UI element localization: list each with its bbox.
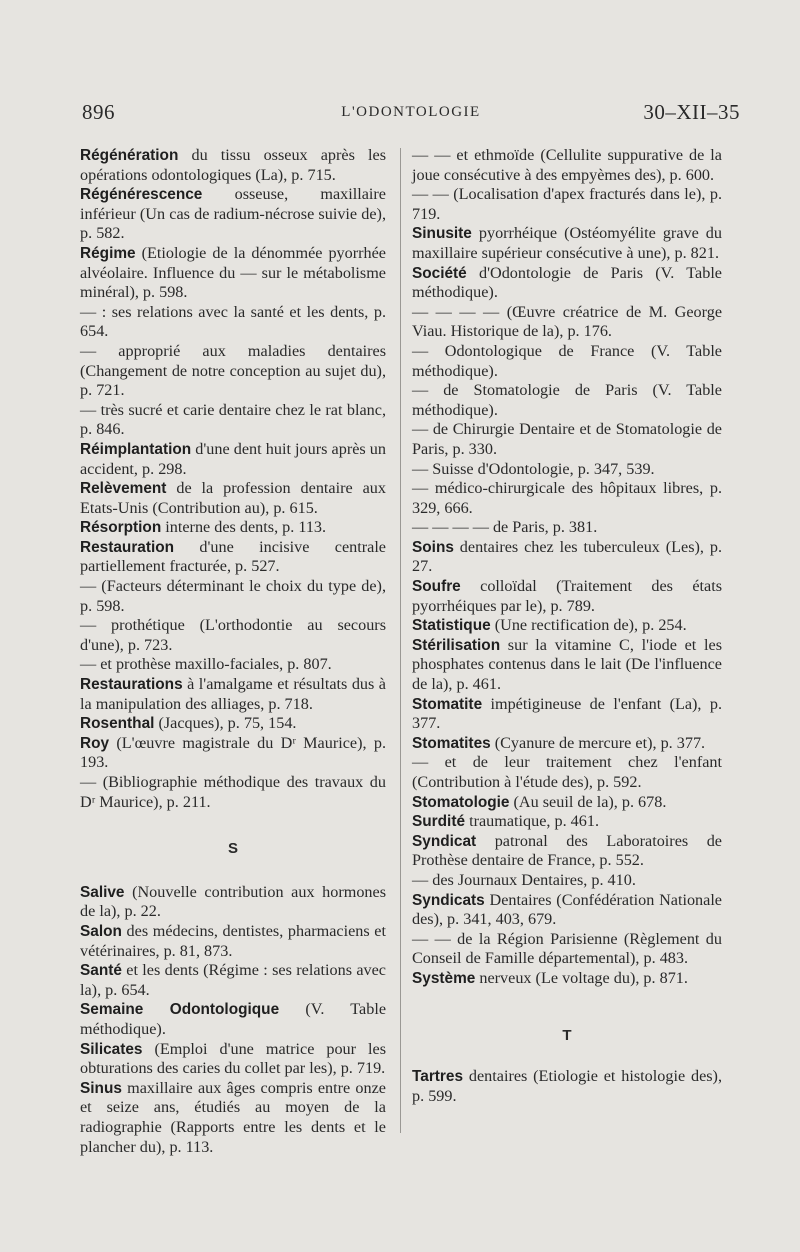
index-entry (412, 185, 722, 224)
entry-text: — (Bibliographie méthodique des travaux du Dʳ Maurice), p. 211. (80, 773, 386, 811)
index-entry (80, 714, 386, 734)
entry-text: maxillaire aux âges compris entre onze et seize ans, étudiés au moyen de la radiographie (Rapports entre les dents et le plancher du), p. 113. (80, 1078, 386, 1156)
index-entry (412, 753, 722, 792)
index-entry (412, 342, 722, 381)
index-entry (412, 224, 722, 263)
entry-text: pyorrhéique (Ostéomyélite grave du maxillaire supérieur consécutive à une), p. 821. (412, 224, 722, 262)
entry-keyword: Régime (80, 244, 136, 262)
entry-text: à l'amalgame et résultats dus à la manipulation des alliages, p. 718. (80, 675, 386, 713)
left-column (80, 146, 386, 1157)
entry-keyword: Stomatologie (412, 793, 510, 811)
page-number: 896 (82, 100, 115, 124)
entry-text: Dentaires (Confédération Nationale des), p. 341, 403, 679. (412, 890, 722, 929)
entry-keyword: Restauration (80, 538, 175, 556)
entry-text: de la profession dentaire aux Etats-Unis (Contribution au), p. 615. (80, 479, 386, 517)
entry-text: — très sucré et carie dentaire chez le rat blanc, p. 846. (80, 400, 386, 439)
entry-text: (Cyanure de mercure et), p. 377. (490, 733, 706, 752)
entry-keyword: Restaurations (80, 676, 183, 694)
entry-keyword: Soufre (412, 578, 461, 596)
entry-keyword: Système (412, 969, 476, 987)
entry-keyword: Soins (412, 538, 454, 556)
entry-keyword: Santé (80, 962, 122, 980)
index-entry (412, 538, 722, 577)
entry-text: — Odontologique de France (V. Table méthodique). (412, 341, 722, 380)
index-entry (80, 518, 386, 538)
index-entry (80, 577, 386, 616)
index-entry (412, 734, 722, 754)
index-entry (412, 891, 722, 930)
entry-text: dentaires (Etiologie et histologie des), p. 599. (412, 1067, 722, 1105)
entry-text: d'une incisive centrale partiellement fracturée, p. 527. (80, 537, 386, 576)
index-entry (412, 832, 722, 871)
index-entry (412, 812, 722, 832)
section-letter-t: T (562, 1026, 572, 1044)
index-entry (412, 479, 722, 518)
entry-text: (Nouvelle contribution aux hormones de la), p. 22. (80, 882, 386, 921)
entry-keyword: Stomatite (412, 695, 483, 713)
journal-title: L'ODONTOLOGIE (341, 104, 481, 120)
index-entry (80, 961, 386, 1000)
index-entry (412, 793, 722, 813)
entry-keyword: Relèvement (80, 480, 167, 498)
entry-text: et les dents (Régime : ses relations avec la), p. 654. (80, 961, 386, 999)
index-entry (80, 146, 386, 185)
entry-keyword: Résorption (80, 519, 162, 537)
entry-text: d'une dent huit jours après un accident, p. 298. (80, 439, 386, 478)
index-entry (412, 636, 722, 695)
index-entry (80, 303, 386, 342)
entry-text: (Une rectification de), p. 254. (490, 616, 687, 635)
index-entry (412, 969, 722, 989)
index-entry (412, 871, 722, 891)
entry-text: (Emploi d'une matrice pour les obturations des caries du collet par les), p. 719. (80, 1039, 386, 1078)
entry-text: — et prothèse maxillo-faciales, p. 807. (80, 655, 332, 674)
entry-text: impétigineuse de l'enfant (La), p. 377. (412, 694, 722, 733)
index-list-s-cont (412, 146, 722, 989)
entry-text: du tissu osseux après les opérations odontologiques (La), p. 715. (80, 146, 386, 184)
index-entry (412, 460, 722, 480)
index-entry (80, 883, 386, 922)
entry-keyword: Statistique (412, 617, 491, 635)
index-entry (412, 518, 722, 538)
entry-keyword: Stomatites (412, 734, 491, 752)
entry-text: — de Chirurgie Dentaire et de Stomatologie de Paris, p. 330. (412, 420, 722, 458)
index-entry (412, 381, 722, 420)
entry-text: des médecins, dentistes, pharmaciens et vétérinaires, p. 81, 873. (80, 921, 386, 960)
index-entry (80, 185, 386, 244)
entry-keyword: Salon (80, 922, 122, 940)
section-letter-s: S (227, 840, 238, 858)
entry-text: patronal des Laboratoires de Prothèse dentaire de France, p. 552. (412, 831, 722, 870)
index-entry (412, 1067, 722, 1106)
entry-keyword: Réimplantation (80, 440, 192, 458)
entry-text: (Etiologie de la dénommée pyorrhée alvéolaire. Influence du — sur le métabolisme minéral), p. 598. (80, 243, 386, 302)
entry-keyword: Tartres (412, 1068, 464, 1086)
index-entry (80, 479, 386, 518)
index-list-t (412, 1067, 722, 1106)
entry-text: — et de leur traitement chez l'enfant (Contribution à l'étude des), p. 592. (412, 753, 722, 791)
index-entry (80, 675, 386, 714)
entry-text: — (Facteurs déterminant le choix du type de), p. 598. (80, 577, 386, 615)
index-entry (80, 244, 386, 303)
index-entry (80, 1079, 386, 1157)
index-entry (80, 655, 386, 675)
entry-keyword: Régénération (80, 147, 179, 164)
entry-keyword: Rosenthal (80, 715, 155, 733)
entry-text: — médico-chirurgicale des hôpitaux libres, p. 329, 666. (412, 479, 722, 517)
entry-keyword: Stérilisation (412, 636, 501, 654)
entry-text: — — — — de Paris, p. 381. (412, 518, 598, 537)
entry-keyword: Sinus (80, 1079, 122, 1097)
index-entry (80, 401, 386, 440)
entry-keyword: Silicates (80, 1040, 143, 1058)
index-entry (80, 773, 386, 812)
index-entry (412, 577, 722, 616)
entry-keyword: Salive (80, 883, 125, 901)
entry-text: (L'œuvre magistrale du Dʳ Maurice), p. 193. (80, 733, 386, 772)
index-entry (80, 538, 386, 577)
entry-keyword: Semaine Odontologique (80, 1001, 280, 1019)
entry-keyword: Société (412, 264, 467, 282)
entry-text: (Jacques), p. 75, 154. (154, 714, 297, 733)
entry-keyword: Roy (80, 734, 110, 752)
entry-text: traumatique, p. 461. (465, 812, 599, 831)
index-entry (412, 264, 722, 303)
entry-keyword: Surdité (412, 813, 466, 831)
right-column (412, 146, 722, 1106)
entry-text: — prothétique (L'orthodontie au secours d'une), p. 723. (80, 616, 386, 654)
index-entry (412, 146, 722, 185)
entry-keyword: Syndicats (412, 891, 485, 909)
entry-text: — : ses relations avec la santé et les dents, p. 654. (80, 302, 386, 341)
entry-text: colloïdal (Traitement des états pyorrhéiques par le), p. 789. (412, 577, 722, 615)
entry-text: (Au seuil de la), p. 678. (509, 792, 667, 811)
entry-text: — — de la Région Parisienne (Règlement du Conseil de Famille départemental), p. 483. (412, 929, 722, 968)
index-entry (80, 1000, 386, 1039)
index-list-r (80, 146, 386, 812)
index-entry (80, 734, 386, 773)
entry-text: interne des dents, p. 113. (161, 518, 327, 537)
index-entry (80, 342, 386, 401)
entry-text: — approprié aux maladies dentaires (Changement de notre conception au sujet du), p. 721. (80, 341, 386, 400)
entry-keyword: Syndicat (412, 832, 477, 850)
issue-date: 30–XII–35 (643, 100, 740, 124)
index-entry (80, 440, 386, 479)
entry-text: d'Odontologie de Paris (V. Table méthodique). (412, 263, 722, 302)
index-entry (80, 1040, 386, 1079)
entry-text: — — et ethmoïde (Cellulite suppurative de la joue consécutive à des empyèmes des), p. 600. (412, 146, 722, 184)
index-entry (412, 303, 722, 342)
entry-text: nerveux (Le voltage du), p. 871. (475, 968, 688, 987)
index-entry (412, 695, 722, 734)
entry-text: — de Stomatologie de Paris (V. Table méthodique). (412, 381, 722, 419)
index-entry (80, 922, 386, 961)
entry-keyword: Régénérescence (80, 186, 203, 204)
entry-text: — des Journaux Dentaires, p. 410. (412, 870, 636, 889)
entry-text: osseuse, maxillaire inférieur (Un cas de radium-nécrose suivie de), p. 582. (80, 185, 386, 243)
index-entry (80, 616, 386, 655)
page-header (82, 100, 740, 128)
index-entry (412, 616, 722, 636)
entry-text: — — — — (Œuvre créatrice de M. George Viau. Historique de la), p. 176. (412, 302, 722, 341)
entry-keyword: Sinusite (412, 225, 472, 243)
entry-text: (V. Table méthodique). (80, 1000, 387, 1038)
index-entry (412, 420, 722, 459)
entry-text: — — (Localisation d'apex fracturés dans le), p. 719. (412, 185, 722, 223)
entry-text: sur la vitamine C, l'iode et les phosphates contenus dans le lait (De l'influence de la), p. 461. (412, 635, 722, 694)
column-divider (400, 148, 401, 1133)
index-list-s (80, 883, 386, 1157)
index-entry (412, 930, 722, 969)
entry-text: dentaires chez les tuberculeux (Les), p. 27. (412, 537, 722, 576)
entry-text: — Suisse d'Odontologie, p. 347, 539. (412, 459, 655, 478)
